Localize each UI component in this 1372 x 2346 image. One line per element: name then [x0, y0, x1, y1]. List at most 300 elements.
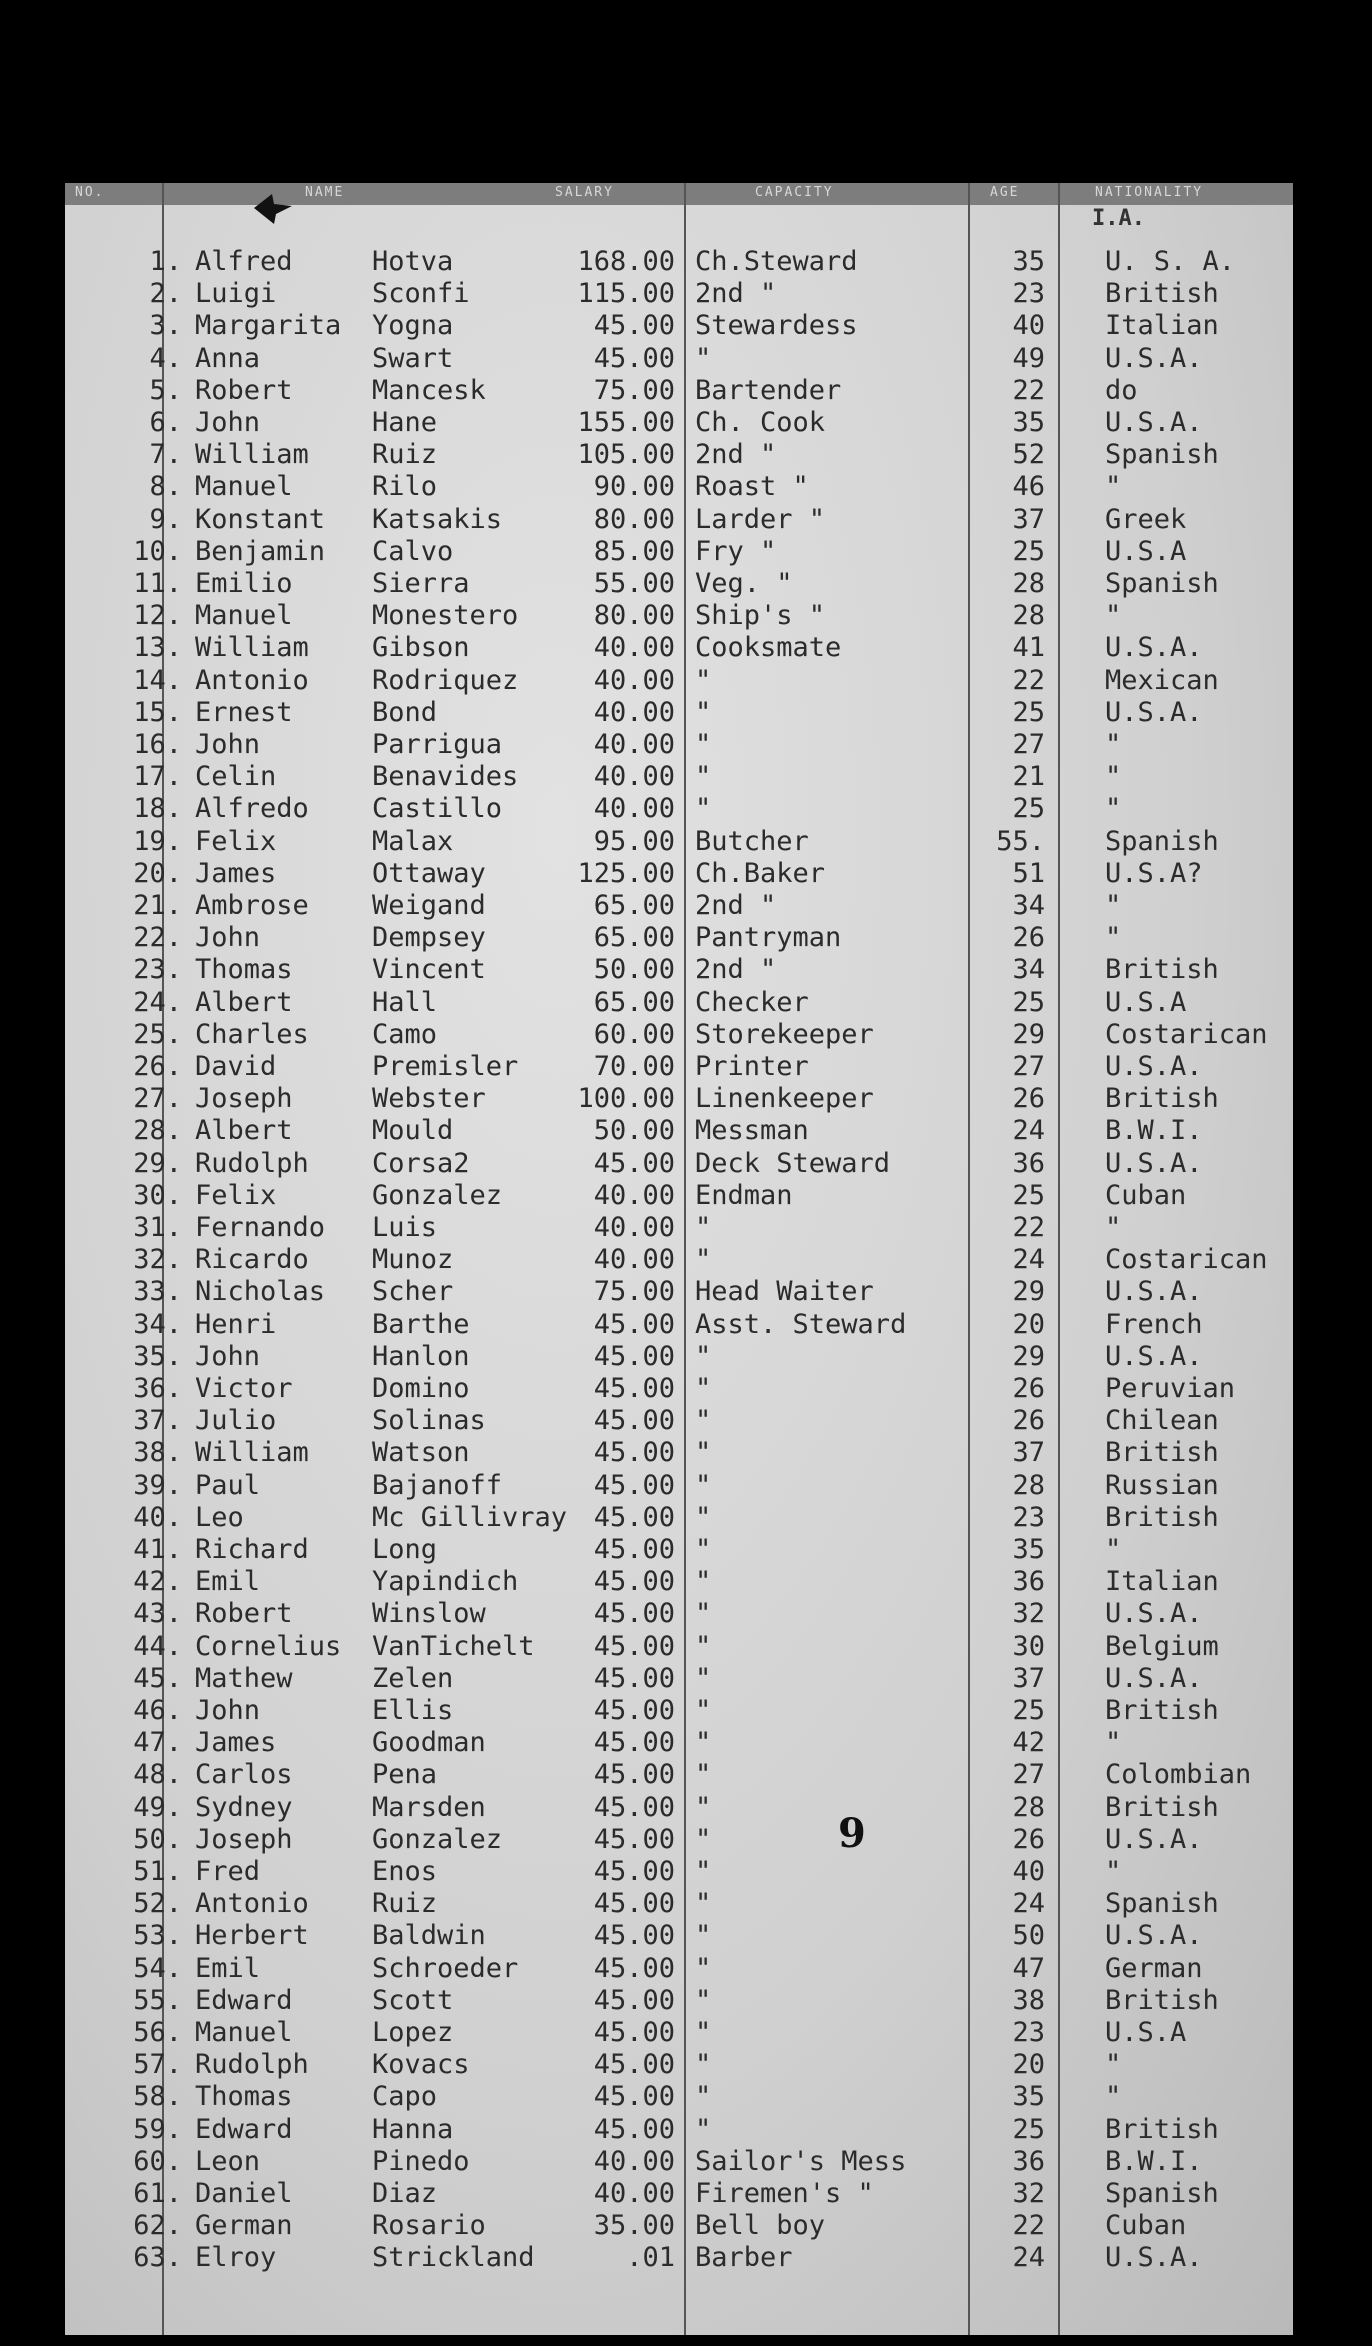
- row-number: 14.: [133, 664, 182, 696]
- first-name: Benjamin: [195, 535, 326, 567]
- last-name: Malax: [372, 825, 454, 857]
- table-row: [0, 343, 1372, 375]
- capacity: Roast ": [695, 471, 809, 503]
- last-name: Premisler: [372, 1051, 519, 1082]
- first-name: William: [195, 439, 309, 471]
- first-name: William: [195, 632, 309, 664]
- first-name: Emilio: [195, 568, 293, 599]
- first-name: William: [195, 1437, 309, 1469]
- row-number: 63.: [133, 2242, 182, 2274]
- table-row: [0, 1888, 1372, 1920]
- table-row: [0, 2178, 1372, 2210]
- nationality: ": [1105, 1534, 1122, 1565]
- capacity: Fry ": [695, 535, 777, 567]
- row-number: 29.: [133, 1147, 182, 1179]
- table-row: [0, 375, 1372, 407]
- last-name: Munoz: [372, 1244, 454, 1276]
- nationality: Spanish: [1105, 825, 1219, 857]
- salary: 40.00: [593, 1244, 675, 1276]
- table-row: [0, 2114, 1372, 2146]
- age: 35: [1012, 407, 1045, 438]
- first-name: David: [195, 1051, 277, 1082]
- salary: 60.00: [593, 1018, 675, 1050]
- nationality: U.S.A.: [1105, 1662, 1203, 1694]
- nationality: Italian: [1105, 310, 1219, 342]
- row-number: 50.: [133, 1823, 182, 1855]
- nationality: Mexican: [1105, 664, 1219, 696]
- salary: 45.00: [593, 1598, 675, 1630]
- nationality: Spanish: [1105, 2178, 1219, 2209]
- table-row: [0, 761, 1372, 793]
- age: 37: [1012, 1437, 1045, 1469]
- first-name: German: [195, 2210, 293, 2242]
- salary: 40.00: [593, 729, 675, 760]
- table-row: [0, 1470, 1372, 1502]
- nationality: Costarican: [1105, 1018, 1268, 1050]
- salary: 75.00: [593, 374, 675, 406]
- last-name: Mancesk: [372, 374, 486, 406]
- last-name: Ellis: [372, 1695, 454, 1726]
- nationality: U.S.A.: [1105, 1147, 1203, 1179]
- row-number: 5.: [149, 374, 182, 406]
- age: 55.: [996, 825, 1045, 857]
- age: 28: [1012, 1791, 1045, 1823]
- capacity: Deck Steward: [695, 1147, 891, 1179]
- last-name: Hanlon: [372, 1340, 470, 1372]
- nationality: U.S.A.: [1105, 1051, 1203, 1082]
- first-name: Elroy: [195, 2242, 277, 2274]
- capacity: Ch. Cook: [695, 407, 826, 438]
- row-number: 40.: [133, 1501, 182, 1533]
- table-row: [0, 1695, 1372, 1727]
- last-name: Capo: [372, 2081, 438, 2113]
- capacity: 2nd ": [695, 954, 777, 986]
- salary: 35.00: [593, 2210, 675, 2242]
- first-name: James: [195, 1727, 277, 1759]
- salary: 40.00: [593, 2145, 675, 2177]
- nationality: British: [1105, 1437, 1219, 1469]
- capacity: Bartender: [695, 374, 842, 406]
- capacity: ": [695, 1244, 712, 1276]
- last-name: Calvo: [372, 535, 454, 567]
- last-name: Ruiz: [372, 439, 438, 471]
- table-row: [0, 1212, 1372, 1244]
- salary: 115.00: [577, 278, 675, 310]
- table-row: [0, 310, 1372, 342]
- last-name: Bond: [372, 696, 438, 728]
- table-row: [0, 536, 1372, 568]
- salary: 70.00: [593, 1051, 675, 1082]
- age: 28: [1012, 600, 1045, 632]
- nationality: do: [1105, 374, 1138, 406]
- capacity: ": [695, 729, 712, 760]
- row-number: 21.: [133, 890, 182, 921]
- table-row: [0, 2242, 1372, 2274]
- salary: 40.00: [593, 664, 675, 696]
- table-row: [0, 2017, 1372, 2049]
- capacity: ": [695, 1759, 712, 1791]
- nationality: British: [1105, 1984, 1219, 2016]
- age: 29: [1012, 1340, 1045, 1372]
- capacity: Endman: [695, 1179, 793, 1211]
- last-name: Barthe: [372, 1308, 470, 1340]
- nationality: German: [1105, 1952, 1203, 1984]
- salary: .01: [626, 2242, 675, 2274]
- row-number: 28.: [133, 1115, 182, 1147]
- nationality: U.S.A: [1105, 2017, 1187, 2048]
- table-row: [0, 471, 1372, 503]
- table-header: [65, 183, 1293, 205]
- first-name: Thomas: [195, 2081, 293, 2113]
- last-name: Pena: [372, 1759, 438, 1791]
- last-name: Luis: [372, 1212, 438, 1243]
- salary: 65.00: [593, 922, 675, 954]
- age: 28: [1012, 1469, 1045, 1501]
- table-row: [0, 1985, 1372, 2017]
- age: 50: [1012, 1920, 1045, 1952]
- last-name: Gonzalez: [372, 1823, 503, 1855]
- nationality: British: [1105, 1791, 1219, 1823]
- table-row: [0, 1148, 1372, 1180]
- age: 27: [1012, 1051, 1045, 1082]
- capacity: ": [695, 793, 712, 825]
- capacity: Butcher: [695, 825, 809, 857]
- salary: 45.00: [593, 2049, 675, 2081]
- capacity: Messman: [695, 1115, 809, 1147]
- age: 22: [1012, 374, 1045, 406]
- salary: 40.00: [593, 696, 675, 728]
- first-name: Rudolph: [195, 1147, 309, 1179]
- table-row: [0, 922, 1372, 954]
- table-row: [0, 439, 1372, 471]
- table-row: [0, 1598, 1372, 1630]
- capacity: Ch.Steward: [695, 246, 858, 277]
- nationality: ": [1105, 2049, 1122, 2081]
- age: 27: [1012, 729, 1045, 760]
- salary: 50.00: [593, 1115, 675, 1147]
- age: 25: [1012, 986, 1045, 1018]
- table-row: [0, 568, 1372, 600]
- salary: 45.00: [593, 1469, 675, 1501]
- first-name: Manuel: [195, 471, 293, 503]
- row-number: 27.: [133, 1083, 182, 1115]
- table-row: [0, 1953, 1372, 1985]
- capacity: 2nd ": [695, 890, 777, 921]
- table-row: [0, 1115, 1372, 1147]
- header-age: AGE: [990, 185, 1020, 200]
- age: 20: [1012, 2049, 1045, 2081]
- salary: 105.00: [577, 439, 675, 471]
- table-row: [0, 665, 1372, 697]
- salary: 45.00: [593, 1791, 675, 1823]
- row-number: 41.: [133, 1534, 182, 1565]
- header-capacity: CAPACITY: [755, 185, 834, 200]
- age: 35: [1012, 1534, 1045, 1565]
- capacity: ": [695, 2049, 712, 2081]
- last-name: Hotva: [372, 246, 454, 277]
- header-nationality: NATIONALITY: [1095, 185, 1204, 200]
- age: 20: [1012, 1308, 1045, 1340]
- row-number: 36.: [133, 1373, 182, 1404]
- age: 49: [1012, 342, 1045, 374]
- capacity: ": [695, 342, 712, 374]
- first-name: Fernando: [195, 1212, 326, 1243]
- nationality: Spanish: [1105, 568, 1219, 599]
- salary: 45.00: [593, 1856, 675, 1887]
- age: 22: [1012, 2210, 1045, 2242]
- salary: 40.00: [593, 2178, 675, 2209]
- nationality: B.W.I.: [1105, 1115, 1203, 1147]
- row-number: 16.: [133, 729, 182, 760]
- capacity: Checker: [695, 986, 809, 1018]
- last-name: Diaz: [372, 2178, 438, 2209]
- nationality: U. S. A.: [1105, 246, 1236, 277]
- last-name: Baldwin: [372, 1920, 486, 1952]
- capacity: Veg. ": [695, 568, 793, 599]
- first-name: Victor: [195, 1373, 293, 1404]
- last-name: Sconfi: [372, 278, 470, 310]
- capacity: ": [695, 1405, 712, 1437]
- table-row: [0, 2081, 1372, 2113]
- salary: 45.00: [593, 342, 675, 374]
- row-number: 62.: [133, 2210, 182, 2242]
- nationality: French: [1105, 1308, 1203, 1340]
- last-name: Scott: [372, 1984, 454, 2016]
- nationality: ": [1105, 922, 1122, 954]
- capacity: ": [695, 1598, 712, 1630]
- row-number: 25.: [133, 1018, 182, 1050]
- row-number: 57.: [133, 2049, 182, 2081]
- table-row: [0, 1437, 1372, 1469]
- nationality: Spanish: [1105, 1888, 1219, 1920]
- table-row: [0, 1727, 1372, 1759]
- age: 40: [1012, 1856, 1045, 1887]
- nationality: Chilean: [1105, 1405, 1219, 1437]
- last-name: Sierra: [372, 568, 470, 599]
- salary: 45.00: [593, 1437, 675, 1469]
- nationality: Greek: [1105, 503, 1187, 535]
- first-name: Paul: [195, 1469, 261, 1501]
- last-name: Hane: [372, 407, 438, 438]
- table-row: [0, 1180, 1372, 1212]
- capacity: Barber: [695, 2242, 793, 2274]
- table-row: [0, 1759, 1372, 1791]
- first-name: Ricardo: [195, 1244, 309, 1276]
- nationality: U.S.A.: [1105, 407, 1203, 438]
- first-name: Manuel: [195, 600, 293, 632]
- nationality: B.W.I.: [1105, 2145, 1203, 2177]
- row-number: 51.: [133, 1856, 182, 1887]
- age: 26: [1012, 1823, 1045, 1855]
- age: 34: [1012, 890, 1045, 921]
- last-name: Hanna: [372, 2113, 454, 2145]
- age: 25: [1012, 1179, 1045, 1211]
- salary: 40.00: [593, 1212, 675, 1243]
- nationality: U.S.A.: [1105, 632, 1203, 664]
- first-name: Felix: [195, 1179, 277, 1211]
- nationality: U.S.A?: [1105, 857, 1203, 889]
- row-number: 33.: [133, 1276, 182, 1308]
- nationality: Cuban: [1105, 1179, 1187, 1211]
- salary: 85.00: [593, 535, 675, 567]
- header-name: NAME: [305, 185, 345, 200]
- row-number: 18.: [133, 793, 182, 825]
- first-name: John: [195, 1695, 261, 1726]
- capacity: ": [695, 696, 712, 728]
- age: 25: [1012, 535, 1045, 567]
- salary: 80.00: [593, 503, 675, 535]
- table-row: [0, 987, 1372, 1019]
- capacity: Firemen's ": [695, 2178, 874, 2209]
- table-row: [0, 1244, 1372, 1276]
- row-number: 55.: [133, 1984, 182, 2016]
- first-name: Joseph: [195, 1083, 293, 1115]
- capacity: ": [695, 1340, 712, 1372]
- age: 23: [1012, 2017, 1045, 2048]
- capacity: Ch.Baker: [695, 857, 826, 889]
- age: 46: [1012, 471, 1045, 503]
- age: 25: [1012, 793, 1045, 825]
- age: 26: [1012, 1083, 1045, 1115]
- first-name: Margarita: [195, 310, 342, 342]
- last-name: Domino: [372, 1373, 470, 1404]
- nationality: ": [1105, 761, 1122, 793]
- table-row: [0, 1373, 1372, 1405]
- row-number: 23.: [133, 954, 182, 986]
- row-number: 22.: [133, 922, 182, 954]
- age: 35: [1012, 246, 1045, 277]
- first-name: Alfredo: [195, 793, 309, 825]
- row-number: 4.: [149, 342, 182, 374]
- nationality: ": [1105, 1856, 1122, 1887]
- nationality: U.S.A: [1105, 986, 1187, 1018]
- age: 32: [1012, 2178, 1045, 2209]
- salary: 40.00: [593, 761, 675, 793]
- age: 26: [1012, 922, 1045, 954]
- salary: 45.00: [593, 1888, 675, 1920]
- last-name: Ruiz: [372, 1888, 438, 1920]
- table-row: [0, 2049, 1372, 2081]
- first-name: Mathew: [195, 1662, 293, 1694]
- capacity: Sailor's Mess: [695, 2145, 907, 2177]
- nationality: British: [1105, 2113, 1219, 2145]
- age: 28: [1012, 568, 1045, 599]
- age: 41: [1012, 632, 1045, 664]
- last-name: Dempsey: [372, 922, 486, 954]
- age: 25: [1012, 1695, 1045, 1726]
- last-name: Lopez: [372, 2017, 454, 2048]
- nationality: Cuban: [1105, 2210, 1187, 2242]
- salary: 45.00: [593, 1823, 675, 1855]
- row-number: 30.: [133, 1179, 182, 1211]
- table-row: [0, 504, 1372, 536]
- row-number: 1.: [149, 246, 182, 277]
- nationality: Peruvian: [1105, 1373, 1236, 1404]
- last-name: Webster: [372, 1083, 486, 1115]
- salary: 40.00: [593, 632, 675, 664]
- salary: 40.00: [593, 1179, 675, 1211]
- age: 38: [1012, 1984, 1045, 2016]
- row-number: 13.: [133, 632, 182, 664]
- nationality: ": [1105, 1212, 1122, 1243]
- capacity: Head Waiter: [695, 1276, 874, 1308]
- capacity: ": [695, 1920, 712, 1952]
- capacity: ": [695, 1984, 712, 2016]
- capacity: ": [695, 1662, 712, 1694]
- age: 40: [1012, 310, 1045, 342]
- capacity: ": [695, 761, 712, 793]
- nationality: British: [1105, 1501, 1219, 1533]
- capacity: ": [695, 1501, 712, 1533]
- row-number: 39.: [133, 1469, 182, 1501]
- first-name: Henri: [195, 1308, 277, 1340]
- first-name: Albert: [195, 986, 293, 1018]
- first-name: Thomas: [195, 954, 293, 986]
- row-number: 52.: [133, 1888, 182, 1920]
- first-name: Nicholas: [195, 1276, 326, 1308]
- last-name: Winslow: [372, 1598, 486, 1630]
- row-number: 45.: [133, 1662, 182, 1694]
- salary: 45.00: [593, 1952, 675, 1984]
- age: 27: [1012, 1759, 1045, 1791]
- table-row: [0, 246, 1372, 278]
- nationality: British: [1105, 954, 1219, 986]
- salary: 45.00: [593, 1759, 675, 1791]
- salary: 45.00: [593, 1147, 675, 1179]
- row-number: 6.: [149, 407, 182, 438]
- first-name: Sydney: [195, 1791, 293, 1823]
- capacity: ": [695, 664, 712, 696]
- table-row: [0, 632, 1372, 664]
- age: 29: [1012, 1018, 1045, 1050]
- nationality: Spanish: [1105, 439, 1219, 471]
- capacity: Asst. Steward: [695, 1308, 907, 1340]
- salary: 45.00: [593, 1405, 675, 1437]
- first-name: Julio: [195, 1405, 277, 1437]
- salary: 80.00: [593, 600, 675, 632]
- nationality: U.S.A.: [1105, 2242, 1203, 2274]
- table-row: [0, 954, 1372, 986]
- row-number: 48.: [133, 1759, 182, 1791]
- capacity: Storekeeper: [695, 1018, 874, 1050]
- capacity: ": [695, 1212, 712, 1243]
- salary: 100.00: [577, 1083, 675, 1115]
- nationality: Colombian: [1105, 1759, 1252, 1791]
- salary: 90.00: [593, 471, 675, 503]
- table-row: [0, 1051, 1372, 1083]
- last-name: Corsa2: [372, 1147, 470, 1179]
- first-name: Antonio: [195, 664, 309, 696]
- age: 24: [1012, 2242, 1045, 2274]
- last-name: Bajanoff: [372, 1469, 503, 1501]
- salary: 50.00: [593, 954, 675, 986]
- salary: 45.00: [593, 1695, 675, 1726]
- row-number: 31.: [133, 1212, 182, 1243]
- age: 36: [1012, 2145, 1045, 2177]
- first-name: Emil: [195, 1566, 261, 1598]
- last-name: Swart: [372, 342, 454, 374]
- capacity: Linenkeeper: [695, 1083, 874, 1115]
- first-name: Edward: [195, 2113, 293, 2145]
- last-name: Mc Gillivray: [372, 1501, 568, 1533]
- age: 36: [1012, 1566, 1045, 1598]
- last-name: Monestero: [372, 600, 519, 632]
- first-name: John: [195, 922, 261, 954]
- first-name: Ambrose: [195, 890, 309, 921]
- capacity: ": [695, 1695, 712, 1726]
- row-number: 49.: [133, 1791, 182, 1823]
- row-number: 60.: [133, 2145, 182, 2177]
